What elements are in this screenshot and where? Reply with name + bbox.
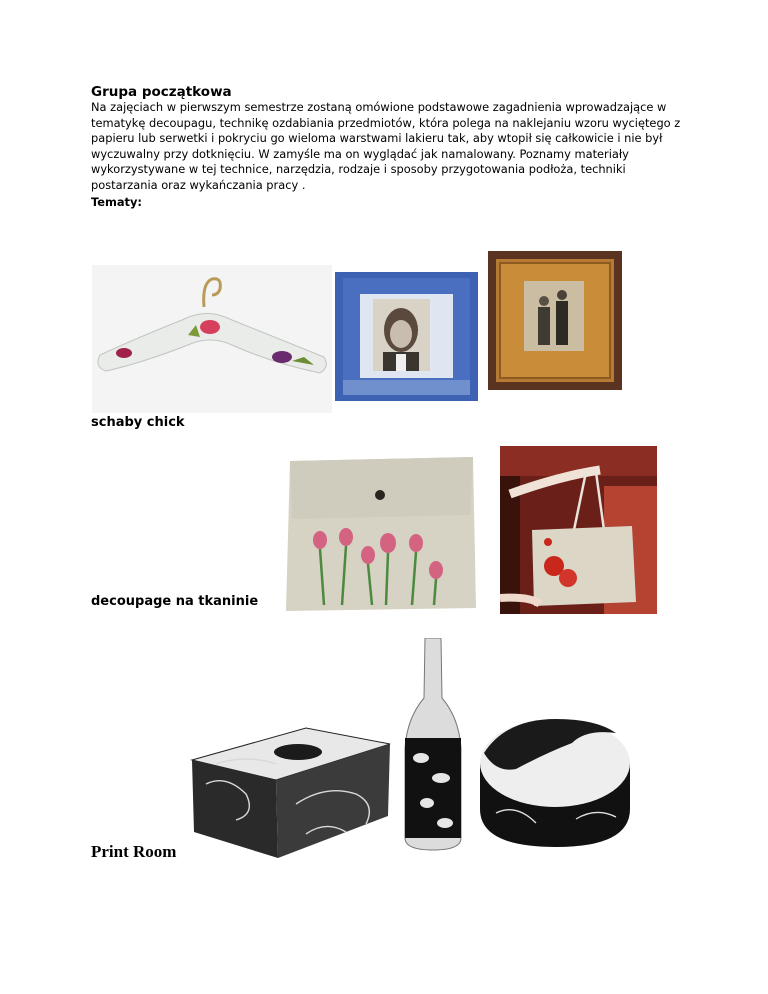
tissue-box-photo	[186, 724, 394, 862]
topics-label: Tematy:	[91, 195, 142, 209]
caption-print-room: Print Room	[91, 842, 177, 861]
intro-paragraph: Na zajęciach w pierwszym semestrze zostaną omówione podstawowe zagadnienia wprowadzające w tematykę decoupagu, technikę ozdabiania przedmiotów, która polega na naklejaniu wzoru wyciętego z papieru lub serwetki i pokryciu go wieloma warstwami lakieru tak, aby wtopił się całkowicie i nie był wyczuwalny przy dotknięciu. W zamyśle ma on wyglądać jak namalowany. Poznamy materiały wykorzystywane w tej technice, narzędzia, rodzaje i sposoby przygotowania podłoża, techniki postarzania oraz wykańczania pracy .	[91, 100, 681, 192]
caption-decoupage-na-tkaninie: decoupage na tkaninie	[91, 594, 259, 609]
caption-schaby-chick: schaby chick	[91, 415, 185, 430]
hanger-photo	[92, 265, 332, 413]
bag-carried-photo	[500, 446, 657, 614]
page-heading: Grupa początkowa	[91, 84, 232, 100]
blue-frame-photo	[335, 272, 478, 401]
round-box-photo	[476, 713, 634, 851]
wooden-frame-photo	[488, 251, 622, 390]
fabric-bag-photo	[284, 455, 479, 612]
bottle-photo	[399, 638, 467, 852]
